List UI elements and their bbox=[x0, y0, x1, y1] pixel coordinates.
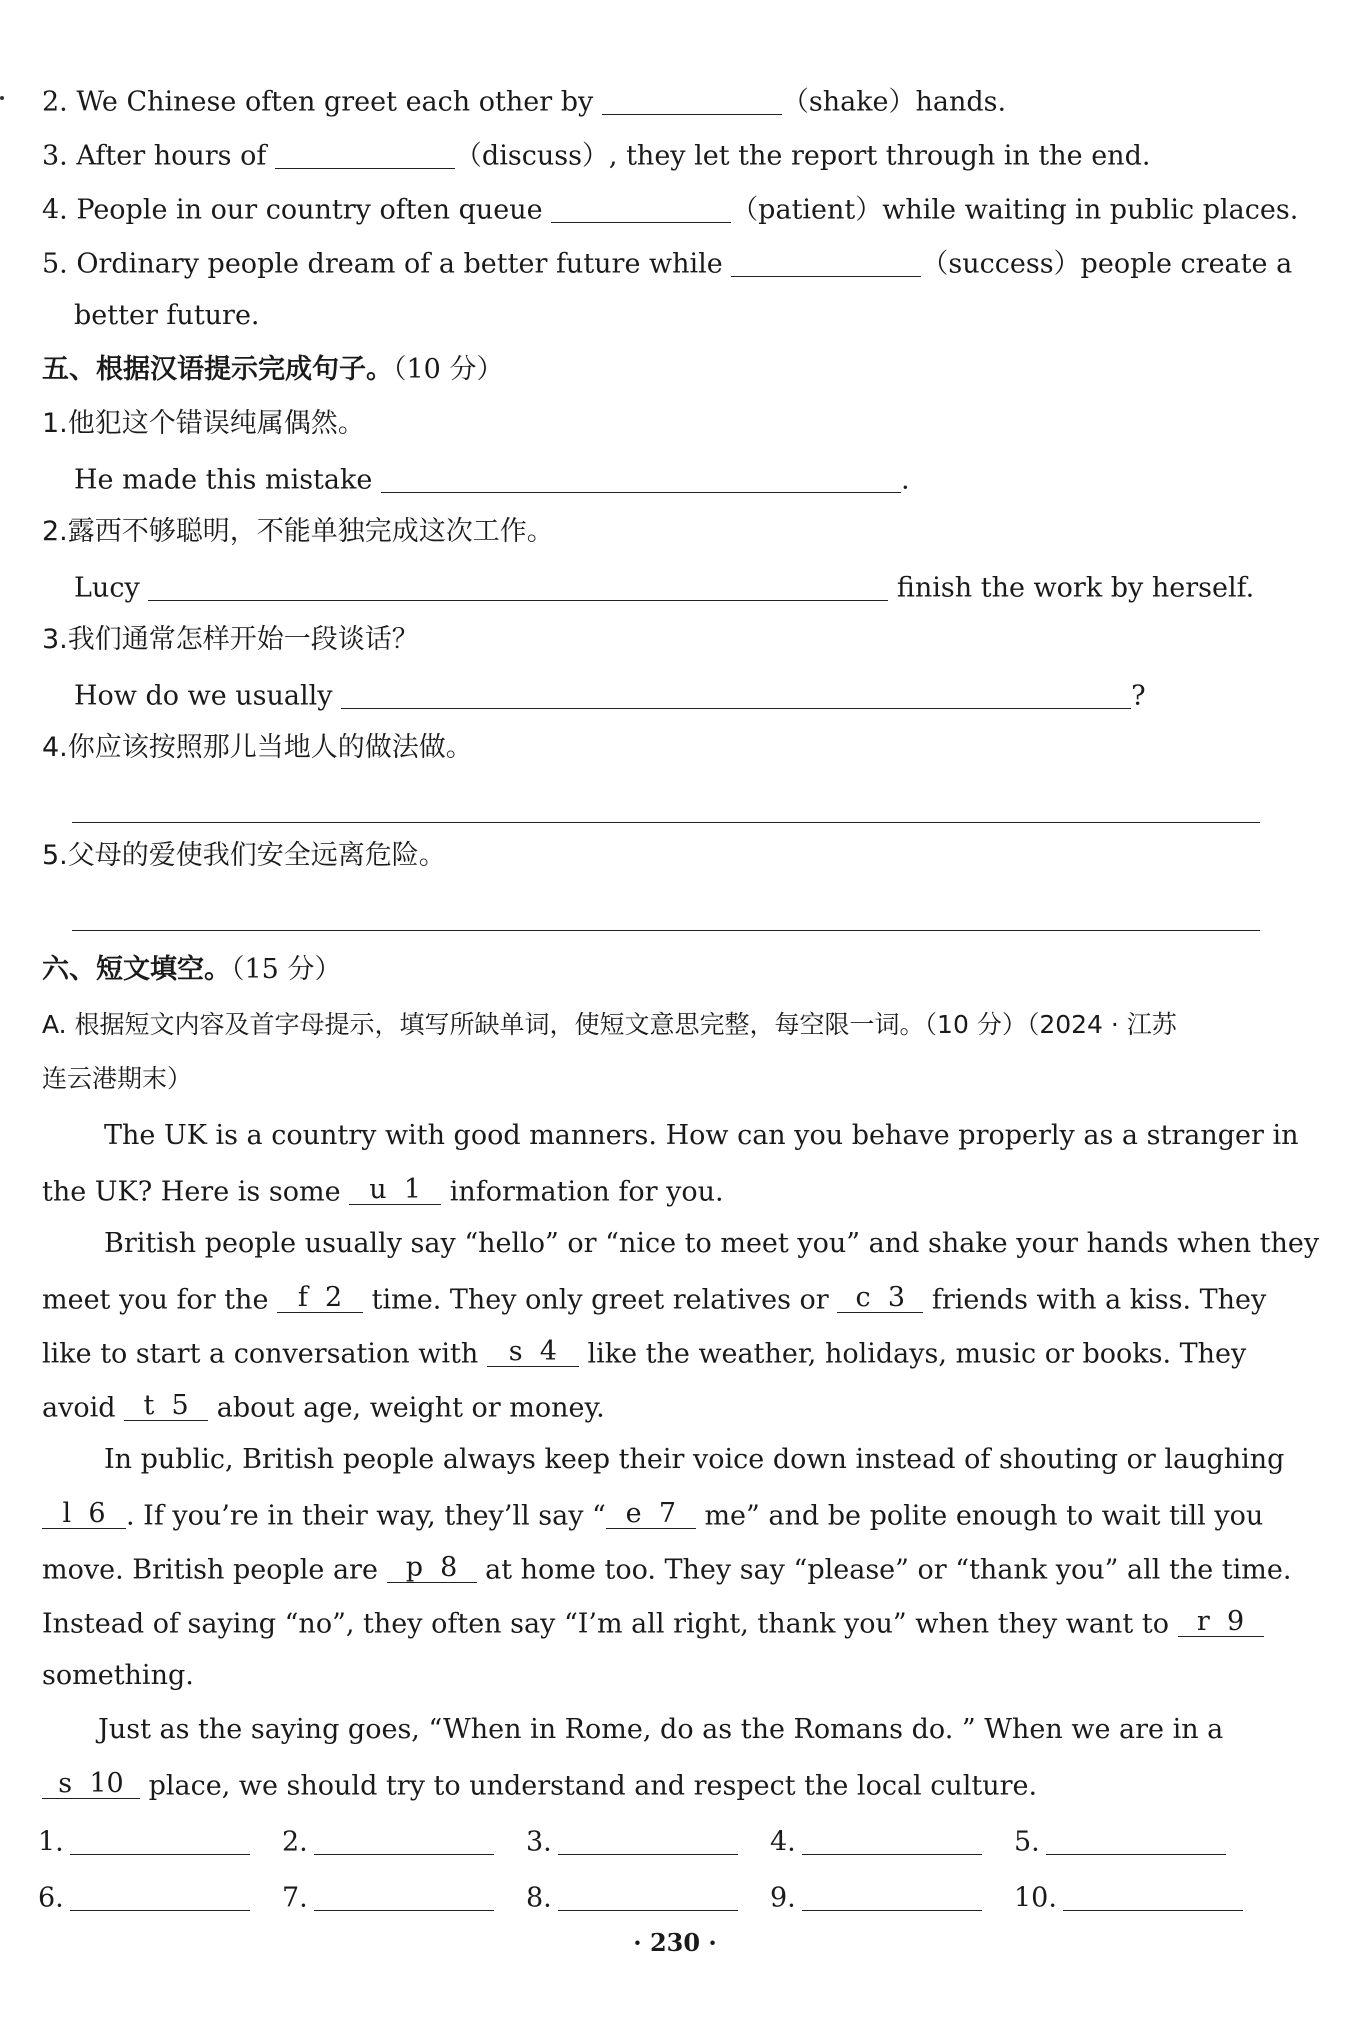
q-number: 3. bbox=[42, 140, 68, 172]
passage-text: move. British people are bbox=[42, 1554, 378, 1586]
answer-blank[interactable] bbox=[148, 572, 888, 601]
passage-p3-line4 bbox=[42, 1606, 1264, 1640]
page-number: · 230 · bbox=[633, 1928, 717, 1957]
blank-5[interactable]: t 5 bbox=[124, 1392, 208, 1421]
passage-text: like the weather, holidays, music or books. They bbox=[587, 1338, 1247, 1370]
q-hint: （success）people create a bbox=[921, 248, 1293, 280]
q-number: 4. bbox=[42, 194, 68, 226]
answer-2: 2. bbox=[282, 1826, 494, 1855]
s5-q2-cn bbox=[42, 518, 554, 545]
answer-line[interactable] bbox=[72, 822, 1260, 823]
passage-p2-line3 bbox=[42, 1336, 1247, 1370]
q-chinese: 父母的爱使我们安全远离危险。 bbox=[67, 840, 446, 871]
q-text: We Chinese often greet each other by bbox=[76, 86, 594, 118]
q-number: 2. bbox=[42, 516, 68, 547]
answer-field[interactable] bbox=[558, 1882, 738, 1911]
answer-line[interactable] bbox=[72, 930, 1260, 931]
passage-p3-line1: In public, British people always keep their voice down instead of shouting or laughing bbox=[104, 1444, 1285, 1475]
passage-p3-line5: something. bbox=[42, 1660, 194, 1691]
blank-8[interactable]: p 8 bbox=[387, 1554, 477, 1583]
blank-10[interactable]: s 10 bbox=[42, 1770, 140, 1799]
q-text: After hours of bbox=[76, 140, 267, 172]
q-text: He made this mistake bbox=[74, 464, 373, 496]
q-end: finish the work by herself. bbox=[896, 572, 1255, 604]
q-number: 2. bbox=[42, 86, 68, 118]
q-text: Lucy bbox=[74, 572, 140, 604]
q-chinese: 露西不够聪明，不能单独完成这次工作。 bbox=[67, 516, 554, 547]
answer-field[interactable] bbox=[70, 1882, 250, 1911]
passage-p3-line3 bbox=[42, 1552, 1292, 1586]
q-number: 5. bbox=[42, 840, 68, 871]
answer-field[interactable] bbox=[802, 1826, 982, 1855]
q-number: 1. bbox=[42, 408, 68, 439]
section-score: （10 分） bbox=[393, 354, 504, 385]
q-hint: （discuss）, they let the report through in the end. bbox=[454, 140, 1151, 172]
answer-5: 5. bbox=[1014, 1826, 1226, 1855]
s4-q5-cont: better future. bbox=[74, 300, 260, 331]
s5-q5-cn bbox=[42, 842, 446, 869]
passage-p1-line2 bbox=[42, 1174, 724, 1208]
q-end: . bbox=[900, 464, 910, 496]
q-chinese: 他犯这个错误纯属偶然。 bbox=[67, 408, 365, 439]
passage-text: . If you’re in their way, they’ll say “ bbox=[126, 1500, 606, 1532]
s4-q3 bbox=[42, 140, 1151, 172]
passage-text: me” and be polite enough to wait till you bbox=[704, 1500, 1264, 1532]
answer-10: 10. bbox=[1014, 1882, 1243, 1911]
passage-text: the UK? Here is some bbox=[42, 1176, 341, 1208]
passage-text: at home too. They say “please” or “thank you” all the time. bbox=[485, 1554, 1292, 1586]
blank-4[interactable]: s 4 bbox=[487, 1338, 579, 1367]
answer-3: 3. bbox=[526, 1826, 738, 1855]
q-hint: （patient）while waiting in public places. bbox=[731, 194, 1299, 226]
section5-heading bbox=[42, 356, 503, 383]
blank-3[interactable]: c 3 bbox=[837, 1284, 923, 1313]
passage-p2-line2 bbox=[42, 1282, 1267, 1316]
section6-heading bbox=[42, 956, 341, 983]
q-chinese: 你应该按照那儿当地人的做法做。 bbox=[67, 732, 473, 763]
s5-q4-cn bbox=[42, 734, 473, 761]
answer-7: 7. bbox=[282, 1882, 494, 1911]
blank-2[interactable]: f 2 bbox=[277, 1284, 363, 1313]
answer-blank[interactable] bbox=[341, 680, 1131, 709]
answer-field[interactable] bbox=[1046, 1826, 1226, 1855]
answer-blank[interactable] bbox=[602, 86, 782, 115]
q-end: ? bbox=[1131, 680, 1146, 712]
passage-text: avoid bbox=[42, 1392, 116, 1424]
answer-field[interactable] bbox=[558, 1826, 738, 1855]
section-title: 五、根据汉语提示完成句子。 bbox=[42, 354, 393, 385]
s5-q2-en bbox=[74, 572, 1255, 604]
q-chinese: 我们通常怎样开始一段谈话？ bbox=[67, 624, 419, 655]
answer-4: 4. bbox=[770, 1826, 982, 1855]
passage-p4-line1: Just as the saying goes, “When in Rome, do as the Romans do. ” When we are in a bbox=[98, 1714, 1224, 1745]
passage-p3-line2 bbox=[42, 1498, 1264, 1532]
q-number: 5. bbox=[42, 248, 68, 280]
s5-q1-cn bbox=[42, 410, 365, 437]
s5-q3-cn bbox=[42, 626, 419, 653]
q-hint: （shake）hands. bbox=[781, 86, 1007, 118]
passage-text: place, we should try to understand and respect the local culture. bbox=[148, 1770, 1038, 1802]
blank-6[interactable]: l 6 bbox=[42, 1500, 126, 1529]
passage-text: about age, weight or money. bbox=[216, 1392, 605, 1424]
answer-field[interactable] bbox=[314, 1882, 494, 1911]
q-number: 3. bbox=[42, 624, 68, 655]
s5-q3-en bbox=[74, 680, 1146, 712]
margin-dot bbox=[0, 96, 4, 100]
passage-text: like to start a conversation with bbox=[42, 1338, 479, 1370]
passage-text: time. They only greet relatives or bbox=[371, 1284, 829, 1316]
blank-7[interactable]: e 7 bbox=[606, 1500, 696, 1529]
answer-6: 6. bbox=[38, 1882, 250, 1911]
q-text: How do we usually bbox=[74, 680, 333, 712]
s4-q4 bbox=[42, 194, 1299, 226]
passage-text: friends with a kiss. They bbox=[931, 1284, 1267, 1316]
passage-text: meet you for the bbox=[42, 1284, 269, 1316]
answer-field[interactable] bbox=[70, 1826, 250, 1855]
passage-text: Instead of saying “no”, they often say “I’m all right, thank you” when they want to bbox=[42, 1608, 1169, 1640]
q-text: Ordinary people dream of a better future while bbox=[76, 248, 723, 280]
answer-8: 8. bbox=[526, 1882, 738, 1911]
blank-9[interactable]: r 9 bbox=[1178, 1608, 1264, 1637]
section-score: （15 分） bbox=[231, 954, 342, 985]
passage-p2-line4 bbox=[42, 1390, 605, 1424]
passage-text: information for you. bbox=[449, 1176, 724, 1208]
s4-q2 bbox=[42, 86, 1007, 118]
answer-field[interactable] bbox=[314, 1826, 494, 1855]
blank-1[interactable]: u 1 bbox=[349, 1176, 441, 1205]
answer-field[interactable] bbox=[802, 1882, 982, 1911]
answer-blank[interactable] bbox=[731, 248, 921, 277]
s4-q5 bbox=[42, 248, 1293, 280]
s5-q1-en bbox=[74, 464, 910, 496]
answer-blank[interactable] bbox=[275, 140, 455, 169]
answer-field[interactable] bbox=[1063, 1882, 1243, 1911]
passage-p1-line1: The UK is a country with good manners. How can you behave properly as a stranger in bbox=[104, 1120, 1299, 1151]
part-a-instruction: A. 根据短文内容及首字母提示，填写所缺单词，使短文意思完整，每空限一词。（10 分）（2024 · 江苏 bbox=[42, 1010, 1177, 1039]
answer-1: 1. bbox=[38, 1826, 250, 1855]
part-a-source: 连云港期末） bbox=[42, 1064, 193, 1093]
answer-blank[interactable] bbox=[381, 464, 901, 493]
section-title: 六、短文填空。 bbox=[42, 954, 231, 985]
passage-p2-line1: British people usually say “hello” or “nice to meet you” and shake your hands when they bbox=[104, 1228, 1320, 1259]
answer-blank[interactable] bbox=[551, 194, 731, 223]
q-text: People in our country often queue bbox=[76, 194, 543, 226]
passage-p4-line2 bbox=[42, 1768, 1038, 1802]
q-number: 4. bbox=[42, 732, 68, 763]
answer-9: 9. bbox=[770, 1882, 982, 1911]
